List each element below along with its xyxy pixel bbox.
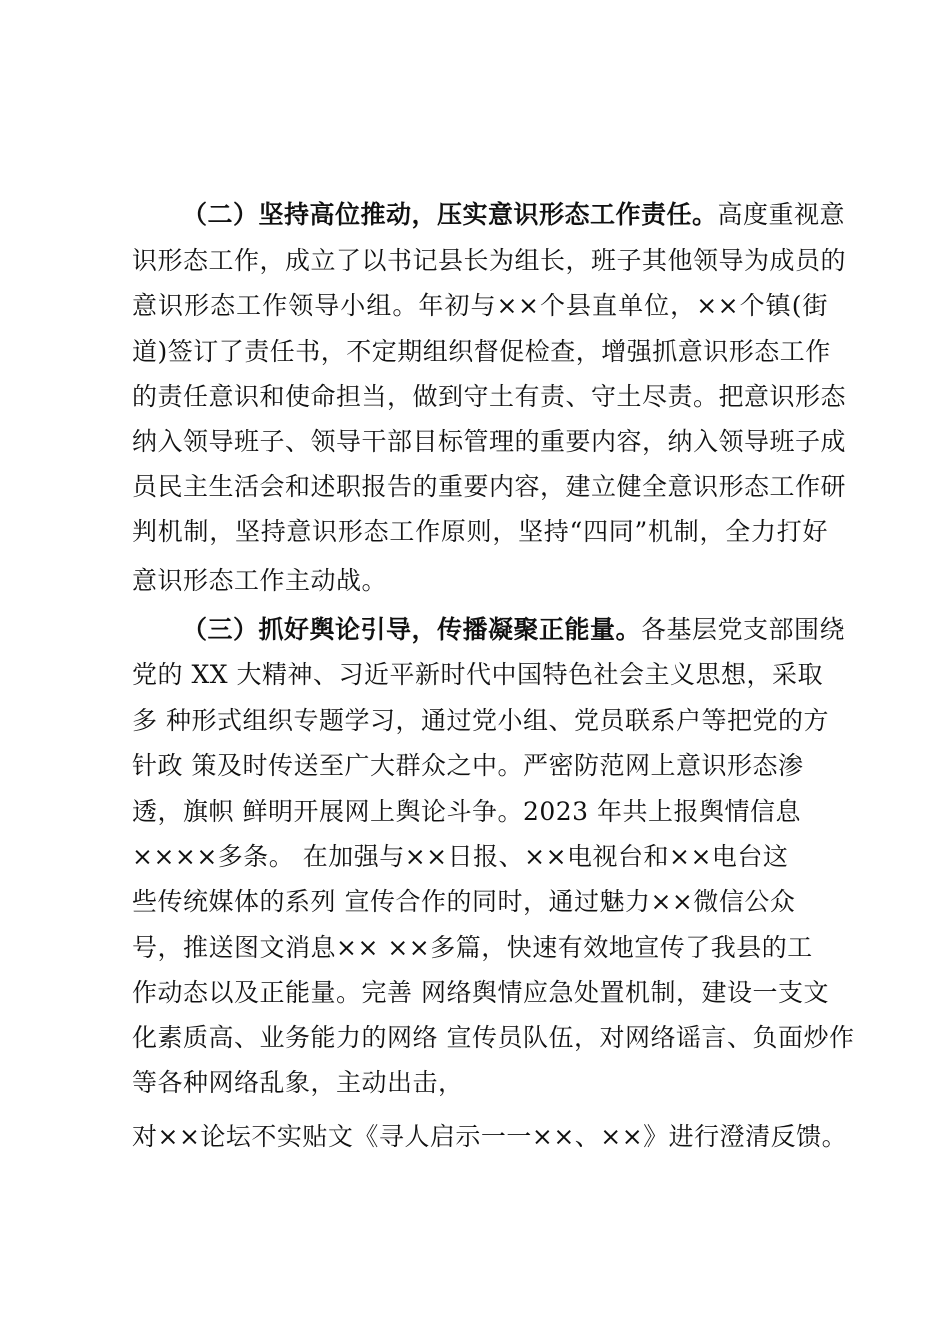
paragraph-line: 员民主生活会和述职报告的重要内容，建立健全意识形态工作研	[132, 472, 847, 501]
paragraph-line: 意识形态工作领导小组。年初与××个县直单位，××个镇(街	[132, 291, 828, 320]
paragraph-line: 号，推送图文消息×× ××多篇，快速有效地宣传了我县的工	[132, 933, 813, 962]
paragraph-line: 的责任意识和使命担当，做到守土有责、守土尽责。把意识形态	[132, 382, 847, 411]
paragraph-text: 高度重视意	[717, 200, 846, 229]
section-heading: （二）坚持高位推动，压实意识形态工作责任。	[182, 200, 718, 229]
paragraph-line: 些传统媒体的系列 宣传合作的同时，通过魅力××微信公众	[132, 887, 796, 916]
paragraph-line: 多 种形式组织专题学习，通过党小组、党员联系户等把党的方	[132, 706, 829, 735]
paragraph-line: 对××论坛不实贴文《寻人启示一一××、××》进行澄清反馈。	[132, 1122, 848, 1151]
paragraph-line: 判机制，坚持意识形态工作原则，坚持“四同”机制，全力打好	[132, 517, 828, 546]
paragraph-line: 意识形态工作主动战。	[132, 566, 388, 595]
paragraph-text: 各基层党支部围绕	[641, 615, 846, 644]
paragraph-line: 道)签订了责任书，不定期组织督促检查，增强抓意识形态工作	[132, 337, 831, 366]
paragraph-line: 化素质高、业务能力的网络 宣传员队伍，对网络谣言、负面炒作	[132, 1023, 855, 1052]
paragraph-line: 针政 策及时传送至广大群众之中。严密防范网上意识形态渗	[132, 751, 804, 780]
paragraph-line: 等各种网络乱象，主动出击，	[132, 1068, 464, 1097]
paragraph-line: ××××多条。 在加强与××日报、××电视台和××电台这	[132, 842, 789, 871]
section-heading: （三）抓好舆论引导，传播凝聚正能量。	[182, 615, 642, 644]
paragraph-line	[182, 614, 846, 646]
paragraph-line	[182, 199, 846, 231]
paragraph-line: 党的 XX 大精神、习近平新时代中国特色社会主义思想，采取	[132, 660, 823, 689]
paragraph-line: 识形态工作，成立了以书记县长为组长，班子其他领导为成员的	[132, 246, 847, 275]
paragraph-line: 作动态以及正能量。完善 网络舆情应急处置机制，建设一支文	[132, 978, 829, 1007]
paragraph-line: 纳入领导班子、领导干部目标管理的重要内容，纳入领导班子成	[132, 427, 847, 456]
paragraph-line: 透，旗帜 鲜明开展网上舆论斗争。2023 年共上报舆情信息	[132, 797, 802, 826]
